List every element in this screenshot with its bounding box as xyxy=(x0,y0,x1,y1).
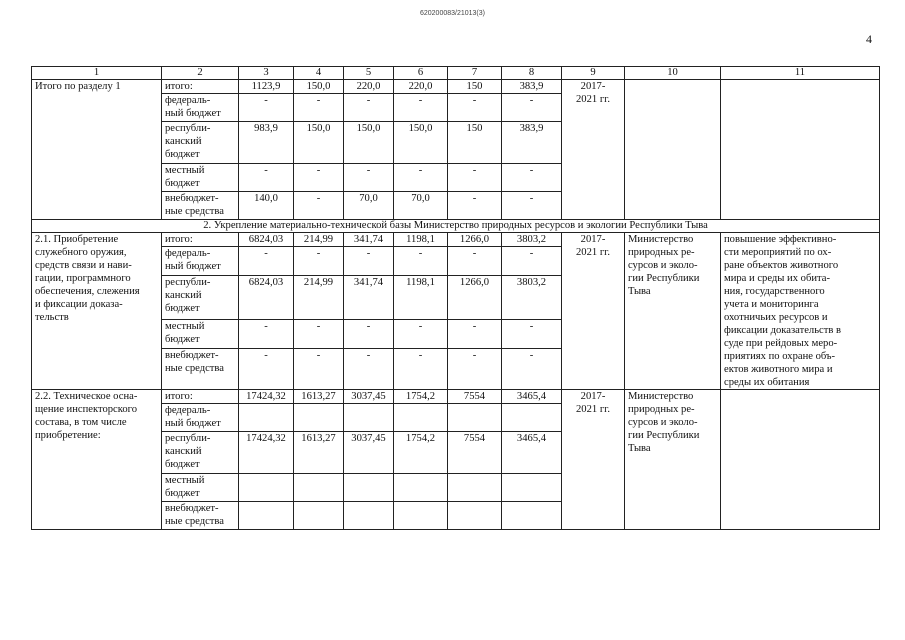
value-cell: - xyxy=(239,164,294,192)
value-cell: - xyxy=(394,319,448,348)
value-cell: 17424,32 xyxy=(239,390,294,404)
period-cell: 2017- 2021 гг. xyxy=(562,233,625,390)
value-cell: 150,0 xyxy=(344,122,394,164)
funding-source: республи- канский бюджет xyxy=(162,122,239,164)
value-cell: - xyxy=(344,247,394,276)
value-cell: 220,0 xyxy=(394,80,448,94)
value-cell: 150,0 xyxy=(394,122,448,164)
funding-source: местный бюджет xyxy=(162,319,239,348)
value-cell: 150 xyxy=(448,122,502,164)
funding-source: федераль- ный бюджет xyxy=(162,247,239,276)
value-cell: - xyxy=(294,319,344,348)
value-cell: 341,74 xyxy=(344,233,394,247)
value-cell: 150 xyxy=(448,80,502,94)
value-cell: - xyxy=(448,247,502,276)
item-name: 2.1. Приобретение служебного оружия, средств связи и нави- гации, программного обеспечения, слежения и фиксации доказа- тельств xyxy=(32,233,162,390)
value-cell: - xyxy=(239,348,294,389)
value-cell xyxy=(344,474,394,502)
value-cell: - xyxy=(394,247,448,276)
value-cell: 1266,0 xyxy=(448,233,502,247)
value-cell: 17424,32 xyxy=(239,432,294,474)
value-cell: 3803,2 xyxy=(502,233,562,247)
value-cell: - xyxy=(448,94,502,122)
value-cell: - xyxy=(502,94,562,122)
value-cell: - xyxy=(502,319,562,348)
value-cell: 3037,45 xyxy=(344,432,394,474)
table-row xyxy=(32,80,880,94)
funding-source: итого: xyxy=(162,390,239,404)
value-cell: - xyxy=(448,319,502,348)
value-cell: 3465,4 xyxy=(502,390,562,404)
funding-source: федераль- ный бюджет xyxy=(162,94,239,122)
value-cell: - xyxy=(448,164,502,192)
value-cell: - xyxy=(502,247,562,276)
funding-source: внебюджет- ные средства xyxy=(162,348,239,389)
value-cell: - xyxy=(294,94,344,122)
value-cell: - xyxy=(344,164,394,192)
funding-source: итого: xyxy=(162,80,239,94)
value-cell: 150,0 xyxy=(294,80,344,94)
value-cell: - xyxy=(294,192,344,220)
value-cell xyxy=(294,474,344,502)
program-table xyxy=(31,66,880,530)
section-row xyxy=(32,220,880,233)
period-cell: 2017- 2021 гг. xyxy=(562,390,625,530)
page-number: 4 xyxy=(866,32,872,46)
executor-cell xyxy=(625,80,721,220)
value-cell: - xyxy=(448,348,502,389)
value-cell: - xyxy=(294,164,344,192)
value-cell: - xyxy=(394,94,448,122)
funding-source: итого: xyxy=(162,233,239,247)
value-cell xyxy=(344,502,394,530)
column-header: 8 xyxy=(502,67,562,80)
column-header: 4 xyxy=(294,67,344,80)
value-cell xyxy=(502,502,562,530)
column-header: 10 xyxy=(625,67,721,80)
item-name: 2.2. Техническое осна- щение инспекторского состава, в том числе приобретение: xyxy=(32,390,162,530)
value-cell: - xyxy=(344,348,394,389)
funding-source: республи- канский бюджет xyxy=(162,432,239,474)
value-cell: 150,0 xyxy=(294,122,344,164)
value-cell xyxy=(394,502,448,530)
table-row xyxy=(32,233,880,247)
funding-source: внебюджет- ные средства xyxy=(162,502,239,530)
value-cell: - xyxy=(294,348,344,389)
value-cell: 140,0 xyxy=(239,192,294,220)
item-name: Итого по разделу 1 xyxy=(32,80,162,220)
value-cell: 383,9 xyxy=(502,80,562,94)
column-header: 7 xyxy=(448,67,502,80)
value-cell xyxy=(394,474,448,502)
table-row xyxy=(32,390,880,404)
value-cell: - xyxy=(502,192,562,220)
value-cell: - xyxy=(239,94,294,122)
value-cell xyxy=(239,404,294,432)
value-cell: 1613,27 xyxy=(294,432,344,474)
value-cell: 3803,2 xyxy=(502,276,562,319)
value-cell xyxy=(294,404,344,432)
result-cell xyxy=(721,390,880,530)
value-cell xyxy=(448,502,502,530)
executor-cell: Министерство природных ре- сурсов и эколо- гии Республики Тыва xyxy=(625,390,721,530)
value-cell xyxy=(448,474,502,502)
value-cell xyxy=(448,404,502,432)
value-cell: 1613,27 xyxy=(294,390,344,404)
value-cell: 6824,03 xyxy=(239,276,294,319)
value-cell: 6824,03 xyxy=(239,233,294,247)
column-header: 3 xyxy=(239,67,294,80)
value-cell: 3465,4 xyxy=(502,432,562,474)
value-cell: - xyxy=(344,319,394,348)
value-cell: 7554 xyxy=(448,432,502,474)
column-header: 11 xyxy=(721,67,880,80)
value-cell: - xyxy=(239,319,294,348)
value-cell: 983,9 xyxy=(239,122,294,164)
value-cell: 214,99 xyxy=(294,276,344,319)
value-cell: 7554 xyxy=(448,390,502,404)
result-cell xyxy=(721,80,880,220)
value-cell: 1754,2 xyxy=(394,432,448,474)
value-cell: 1266,0 xyxy=(448,276,502,319)
value-cell: 341,74 xyxy=(344,276,394,319)
funding-source: местный бюджет xyxy=(162,164,239,192)
column-header: 6 xyxy=(394,67,448,80)
column-header: 1 xyxy=(32,67,162,80)
value-cell: - xyxy=(502,348,562,389)
value-cell: 1198,1 xyxy=(394,276,448,319)
value-cell xyxy=(344,404,394,432)
funding-source: федераль- ный бюджет xyxy=(162,404,239,432)
section-title: 2. Укрепление материально-технической базы Министерство природных ресурсов и экологии Республики Тыва xyxy=(32,220,880,233)
value-cell: 70,0 xyxy=(394,192,448,220)
value-cell: - xyxy=(394,348,448,389)
column-header: 2 xyxy=(162,67,239,80)
document-code: 620200083/21013(3) xyxy=(419,10,485,17)
value-cell: - xyxy=(448,192,502,220)
value-cell: 220,0 xyxy=(344,80,394,94)
header-row xyxy=(32,67,880,80)
value-cell: 214,99 xyxy=(294,233,344,247)
value-cell xyxy=(239,474,294,502)
value-cell xyxy=(239,502,294,530)
value-cell xyxy=(502,404,562,432)
result-cell: повышение эффективно- сти мероприятий по ох- ране объектов животного мира и среды их обита- ния, государственного учета и мониторинга охотничьих ресурсов и фиксации доказательств в суде при рейдовых меро- приятиях по охране объ- ектов животного мира и среды их обитания xyxy=(721,233,880,390)
executor-cell: Министерство природных ре- сурсов и эколо- гии Республики Тыва xyxy=(625,233,721,390)
column-header: 5 xyxy=(344,67,394,80)
value-cell: 383,9 xyxy=(502,122,562,164)
value-cell xyxy=(394,404,448,432)
value-cell: - xyxy=(502,164,562,192)
value-cell xyxy=(502,474,562,502)
value-cell: - xyxy=(394,164,448,192)
column-header: 9 xyxy=(562,67,625,80)
value-cell: 1754,2 xyxy=(394,390,448,404)
value-cell: 3037,45 xyxy=(344,390,394,404)
funding-source: внебюджет- ные средства xyxy=(162,192,239,220)
value-cell: - xyxy=(344,94,394,122)
value-cell: 1123,9 xyxy=(239,80,294,94)
funding-source: республи- канский бюджет xyxy=(162,276,239,319)
value-cell: - xyxy=(239,247,294,276)
period-cell: 2017- 2021 гг. xyxy=(562,80,625,220)
value-cell: 1198,1 xyxy=(394,233,448,247)
funding-source: местный бюджет xyxy=(162,474,239,502)
value-cell xyxy=(294,502,344,530)
value-cell: 70,0 xyxy=(344,192,394,220)
value-cell: - xyxy=(294,247,344,276)
